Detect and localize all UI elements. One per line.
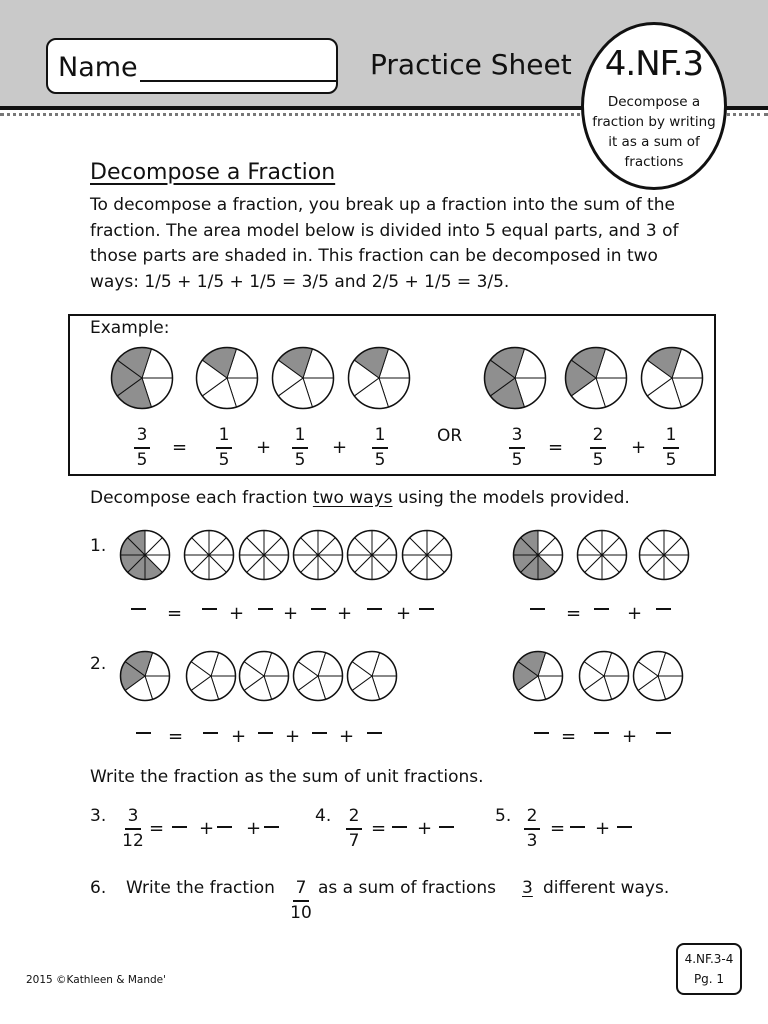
- numerator: 3: [127, 806, 139, 826]
- area-model: [401, 529, 453, 581]
- answer-blank[interactable]: [656, 732, 671, 734]
- area-model: [292, 650, 344, 702]
- fraction-bar: [293, 900, 309, 902]
- fraction-bar: [346, 828, 362, 830]
- fraction-bar: [590, 447, 606, 449]
- plus-sign: +: [631, 437, 647, 458]
- page-title: Practice Sheet: [370, 48, 572, 81]
- problem-text: Write the fraction: [126, 878, 275, 898]
- numerator: 2: [592, 425, 604, 445]
- numerator: 2: [348, 806, 360, 826]
- area-model: [632, 650, 684, 702]
- plus-sign: +: [231, 726, 247, 747]
- answer-blank[interactable]: [439, 826, 454, 828]
- fraction-bar: [134, 447, 150, 449]
- fraction: [128, 425, 156, 471]
- problem-2-number: 2.: [90, 654, 107, 674]
- area-model: [346, 650, 398, 702]
- area-model: [183, 529, 235, 581]
- problem-6-text: [126, 878, 275, 898]
- plus-sign: +: [622, 726, 638, 747]
- standard-code: 4.NF.3: [604, 44, 704, 84]
- answer-blank[interactable]: [311, 608, 326, 610]
- numerator: 3: [136, 425, 148, 445]
- name-label: Name: [58, 52, 138, 83]
- plus-sign: +: [339, 726, 355, 747]
- answer-blank[interactable]: [419, 608, 434, 610]
- intro-paragraph: To decompose a fraction, you break up a fraction into the sum of the fraction. The area model below is divided into 5 equal parts, and 3 of those parts are shaded in. This fraction can be decomposed in two ways: 1/5 + 1/5 + 1/5 = 3/5 and 2/5 + 1/5 = 3/5.: [90, 195, 679, 292]
- problem-4-number: 4.: [315, 806, 332, 826]
- area-model: [110, 346, 174, 410]
- denominator: 5: [136, 450, 148, 470]
- answer-blank[interactable]: [656, 608, 671, 610]
- area-model: [512, 650, 564, 702]
- area-model: [238, 650, 290, 702]
- area-model: [512, 529, 564, 581]
- fraction: [119, 806, 147, 852]
- fraction-bar: [509, 447, 525, 449]
- fraction: [366, 425, 394, 471]
- numerator: 1: [665, 425, 677, 445]
- equals-sign: =: [167, 603, 183, 624]
- problem-6-text-after: different ways.: [543, 878, 670, 898]
- answer-blank[interactable]: [202, 608, 217, 610]
- numerator: 1: [374, 425, 386, 445]
- fraction: [287, 878, 315, 924]
- numerator: 2: [526, 806, 538, 826]
- answer-blank[interactable]: [217, 826, 232, 828]
- answer-blank[interactable]: [258, 732, 273, 734]
- numerator: 7: [295, 878, 307, 898]
- denominator: 5: [294, 450, 306, 470]
- area-model: [195, 346, 259, 410]
- problem-6-text-middle: as a sum of fractions: [318, 878, 497, 898]
- plus-sign: +: [229, 603, 245, 624]
- denominator: 5: [665, 450, 677, 470]
- plus-sign: +: [396, 603, 412, 624]
- answer-blank[interactable]: [534, 732, 549, 734]
- numerator: 1: [218, 425, 230, 445]
- problem-3-number: 3.: [90, 806, 107, 826]
- answer-blank[interactable]: [617, 826, 632, 828]
- area-model: [185, 650, 237, 702]
- answer-blank[interactable]: [172, 826, 187, 828]
- answer-blank[interactable]: [392, 826, 407, 828]
- area-model: [119, 529, 171, 581]
- denominator: 5: [374, 450, 386, 470]
- fraction: [518, 806, 546, 852]
- equals-sign: =: [149, 818, 165, 839]
- answer-blank[interactable]: [136, 732, 151, 734]
- equals-sign: =: [172, 437, 188, 458]
- equals-sign: =: [371, 818, 387, 839]
- equals-sign: =: [550, 818, 566, 839]
- standard-description: Decompose a fraction by writing it as a sum of fractions: [592, 94, 716, 170]
- section-title: Decompose a Fraction: [90, 160, 336, 185]
- problem-5-number: 5.: [495, 806, 512, 826]
- answer-blank[interactable]: [131, 608, 146, 610]
- instruction-text: Decompose each fraction: [90, 488, 313, 508]
- area-model: [578, 650, 630, 702]
- equals-sign: =: [561, 726, 577, 747]
- equals-sign: =: [548, 437, 564, 458]
- fraction: [210, 425, 238, 471]
- area-model: [640, 346, 704, 410]
- fraction: [340, 806, 368, 852]
- instructions-unit-fractions: Write the fraction as the sum of unit fractions.: [90, 767, 484, 787]
- fraction: [286, 425, 314, 471]
- plus-sign: +: [337, 603, 353, 624]
- denominator: 3: [526, 831, 538, 851]
- area-model: [346, 529, 398, 581]
- area-model: [119, 650, 171, 702]
- area-model: [271, 346, 335, 410]
- equals-sign: =: [566, 603, 582, 624]
- denominator: 5: [592, 450, 604, 470]
- plus-sign: +: [199, 818, 215, 839]
- area-model: [238, 529, 290, 581]
- plus-sign: +: [246, 818, 262, 839]
- answer-blank[interactable]: [367, 732, 382, 734]
- equals-sign: =: [168, 726, 184, 747]
- instruction-text: using the models provided.: [392, 488, 630, 508]
- plus-sign: +: [256, 437, 272, 458]
- instruction-emphasis: two ways: [312, 488, 393, 508]
- fraction-bar: [125, 828, 141, 830]
- denominator: 7: [348, 831, 360, 851]
- fraction: [503, 425, 531, 471]
- name-blank-line[interactable]: [140, 50, 336, 82]
- problem-6-count: 3: [522, 878, 533, 898]
- plus-sign: +: [285, 726, 301, 747]
- example-label: Example:: [90, 318, 170, 338]
- answer-blank[interactable]: [570, 826, 585, 828]
- answer-blank[interactable]: [594, 732, 609, 734]
- answer-blank[interactable]: [203, 732, 218, 734]
- plus-sign: +: [332, 437, 348, 458]
- area-model: [483, 346, 547, 410]
- fraction-bar: [372, 447, 388, 449]
- answer-blank[interactable]: [264, 826, 279, 828]
- answer-blank[interactable]: [367, 608, 382, 610]
- copyright: 2015 ©Kathleen & Mande': [26, 974, 166, 986]
- answer-blank[interactable]: [530, 608, 545, 610]
- page-code: 4.NF.3-4: [684, 952, 734, 966]
- numerator: 1: [294, 425, 306, 445]
- denominator: 5: [218, 450, 230, 470]
- denominator: 12: [122, 831, 144, 851]
- area-model: [564, 346, 628, 410]
- area-model: [292, 529, 344, 581]
- fraction-bar: [216, 447, 232, 449]
- fraction-bar: [292, 447, 308, 449]
- page-number: Pg. 1: [693, 972, 725, 986]
- answer-blank[interactable]: [258, 608, 273, 610]
- answer-blank[interactable]: [594, 608, 609, 610]
- denominator: 10: [290, 903, 312, 923]
- denominator: 5: [511, 450, 523, 470]
- plus-sign: +: [627, 603, 643, 624]
- instructions-decompose: [90, 488, 630, 508]
- plus-sign: +: [417, 818, 433, 839]
- fraction-bar: [524, 828, 540, 830]
- name-field[interactable]: [46, 38, 338, 94]
- plus-sign: +: [283, 603, 299, 624]
- fraction-bar: [663, 447, 679, 449]
- problem-1-number: 1.: [90, 536, 107, 556]
- fraction: [584, 425, 612, 471]
- page-code-box: [676, 943, 742, 995]
- plus-sign: +: [595, 818, 611, 839]
- area-model: [576, 529, 628, 581]
- area-model: [347, 346, 411, 410]
- answer-blank[interactable]: [312, 732, 327, 734]
- area-model: [638, 529, 690, 581]
- or-label: OR: [437, 426, 463, 446]
- problem-6-number: 6.: [90, 878, 107, 898]
- numerator: 3: [511, 425, 523, 445]
- fraction: [657, 425, 685, 471]
